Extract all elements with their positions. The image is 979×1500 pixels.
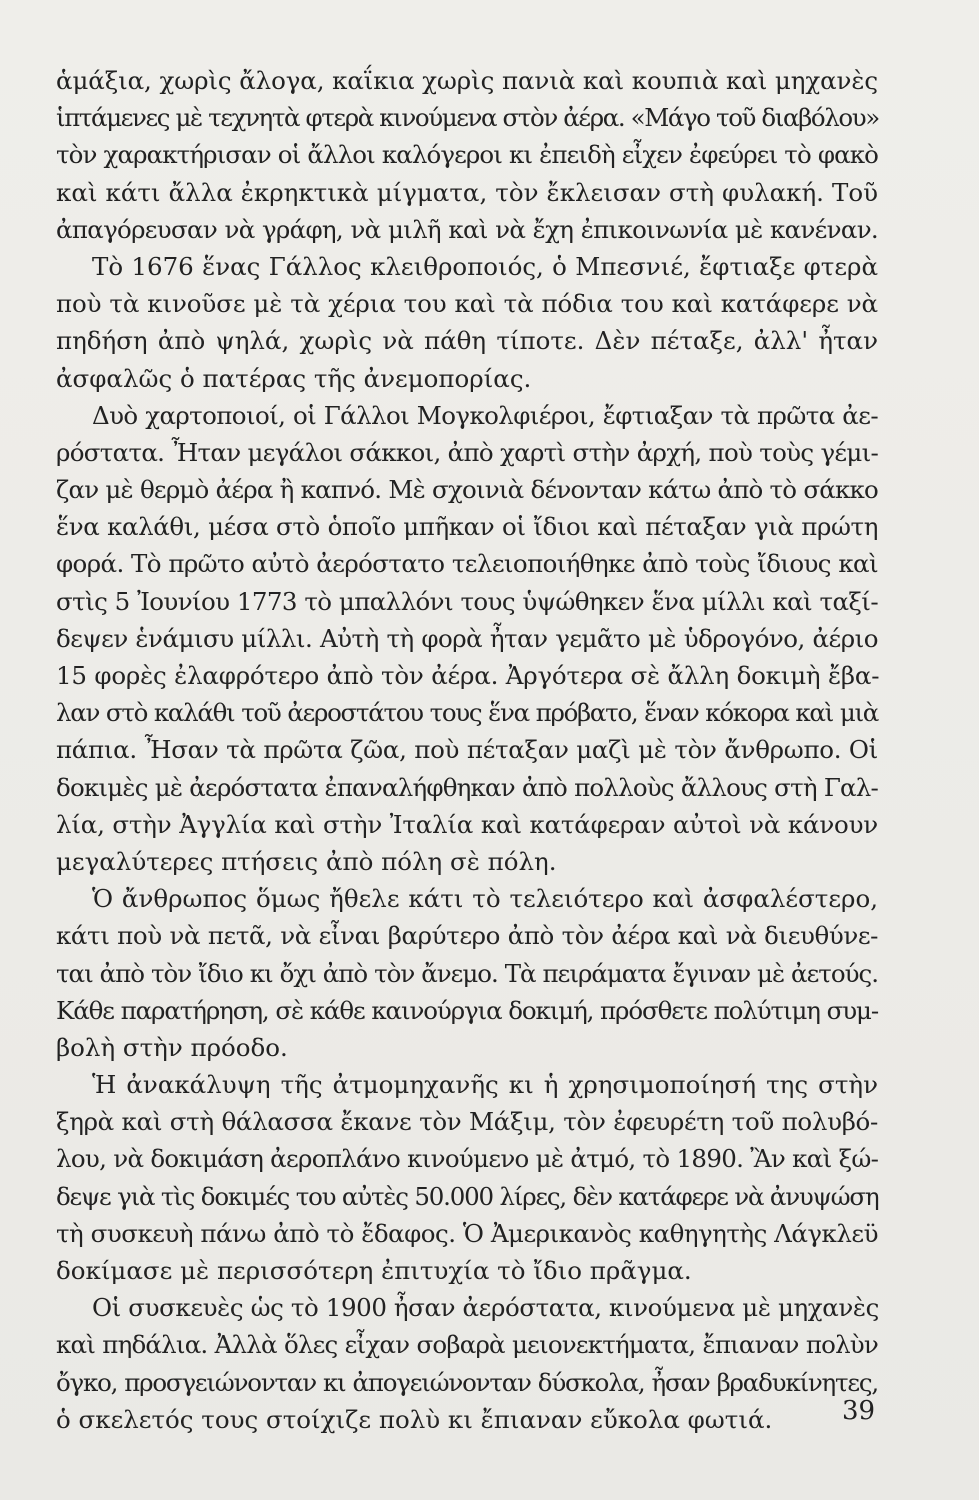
text-line: τὴ συσκευὴ πάνω ἀπὸ τὸ ἔδαφος. Ὁ Ἀμερικανὸς καθηγητὴς Λάγκλεϋ xyxy=(56,1218,878,1248)
text-line: τὸν χαρακτήρισαν οἱ ἄλλοι καλόγεροι κι ἐπειδὴ εἶχεν ἐφεύρει τὸ φακὸ xyxy=(56,140,878,170)
text-line: ὄγκο, προσγειώνονταν κι ἀπογειώνονταν δύσκολα, ἦσαν βραδυκίνητες, xyxy=(56,1367,878,1397)
text-line: δοκιμὲς μὲ ἀερόστατα ἐπαναλήφθηκαν ἀπὸ πολλοὺς ἄλλους στὴ Γαλ- xyxy=(56,772,878,802)
text-line: ρόστατα. Ἦταν μεγάλοι σάκκοι, ἀπὸ χαρτὶ στὴν ἀρχή, ποὺ τοὺς γέμι- xyxy=(56,437,879,467)
text-line: δεψε γιὰ τὶς δοκιμές του αὐτὲς 50.000 λίρες, δὲν κατάφερε νὰ ἀνυψώση xyxy=(56,1181,879,1211)
text-line: ξηρὰ καὶ στὴ θάλασσα ἔκανε τὸν Μάξιμ, τὸν ἐφευρέτη τοῦ πολυβό- xyxy=(56,1107,878,1137)
text-line: βολὴ στὴν πρόοδο. xyxy=(56,1032,288,1062)
text-line: Οἱ συσκευὲς ὡς τὸ 1900 ἦσαν ἀερόστατα, κινούμενα μὲ μηχανὲς xyxy=(92,1293,879,1323)
text-line: μεγαλύτερες πτήσεις ἀπὸ πόλη σὲ πόλη. xyxy=(56,846,557,876)
text-line: λαν στὸ καλάθι τοῦ ἀεροστάτου τους ἕνα πρόβατο, ἕναν κόκορα καὶ μιὰ xyxy=(56,698,878,728)
text-line: καὶ κάτι ἄλλα ἐκρηκτικὰ μίγματα, τὸν ἔκλεισαν στὴ φυλακή. Τοῦ xyxy=(56,177,878,207)
text-line: ἁμάξια, χωρὶς ἄλογα, καΐκια χωρὶς πανιὰ καὶ κουπιὰ καὶ μηχανὲς xyxy=(56,66,878,95)
text-line: καὶ πηδάλια. Ἀλλὰ ὅλες εἶχαν σοβαρὰ μειονεκτήματα, ἔπιαναν πολὺν xyxy=(56,1330,878,1360)
text-line: Ὁ ἄνθρωπος ὅμως ἤθελε κάτι τὸ τελειότερο καὶ ἀσφαλέστερο, xyxy=(92,884,878,914)
body-text xyxy=(56,62,878,1438)
text-line: ἀσφαλῶς ὁ πατέρας τῆς ἀνεμοπορίας. xyxy=(56,363,532,393)
text-line: πάπια. Ἦσαν τὰ πρῶτα ζῶα, ποὺ πέταξαν μαζὶ μὲ τὸν ἄνθρωπο. Οἱ xyxy=(56,735,878,765)
text-line: δοκίμασε μὲ περισσότερη ἐπιτυχία τὸ ἴδιο πρᾶγμα. xyxy=(56,1256,692,1285)
text-line: ὁ σκελετός τους στοίχιζε πολὺ κι ἔπιαναν εὔκολα φωτιά. xyxy=(56,1404,773,1434)
text-line: ται ἀπὸ τὸν ἴδιο κι ὄχι ἀπὸ τὸν ἄνεμο. Τὰ πειράματα ἔγιναν μὲ ἀετούς. xyxy=(56,958,878,988)
text-line: λία, στὴν Ἀγγλία καὶ στὴν Ἰταλία καὶ κατάφεραν αὐτοὶ νὰ κάνουν xyxy=(56,809,878,839)
text-line: Τὸ 1676 ἕνας Γάλλος κλειθροποιός, ὁ Μπεσνιέ, ἔφτιαξε φτερὰ xyxy=(92,251,878,281)
text-line: 15 φορὲς ἐλαφρότερο ἀπὸ τὸν ἀέρα. Ἀργότερα σὲ ἄλλη δοκιμὴ ἔβα- xyxy=(56,661,880,690)
text-line: Κάθε παρατήρηση, σὲ κάθε καινούργια δοκιμή, πρόσθετε πολύτιμη συμ- xyxy=(56,995,878,1025)
text-line: λου, νὰ δοκιμάση ἀεροπλάνο κινούμενο μὲ ἀτμό, τὸ 1890. Ἂν καὶ ξώ- xyxy=(56,1144,879,1174)
page-number: 39 xyxy=(842,1396,876,1426)
text-line: ποὺ τὰ κινοῦσε μὲ τὰ χέρια του καὶ τὰ πόδια του καὶ κατάφερε νὰ xyxy=(56,289,878,319)
text-line: φορά. Τὸ πρῶτο αὐτὸ ἀερόστατο τελειοποιήθηκε ἀπὸ τοὺς ἴδιους καὶ xyxy=(56,549,878,579)
text-line: ἱπτάμενες μὲ τεχνητὰ φτερὰ κινούμενα στὸν ἀέρα. «Μάγο τοῦ διαβόλου» xyxy=(56,103,879,133)
text-line: στὶς 5 Ἰουνίου 1773 τὸ μπαλλόνι τους ὑψώθηκεν ἕνα μίλλι καὶ ταξί- xyxy=(56,586,878,616)
text-line: Δυὸ χαρτοποιοί, οἱ Γάλλοι Μογκολφιέροι, ἔφτιαξαν τὰ πρῶτα ἀε- xyxy=(92,400,878,430)
text-line: κάτι ποὺ νὰ πετᾶ, νὰ εἶναι βαρύτερο ἀπὸ τὸν ἀέρα καὶ νὰ διευθύνε- xyxy=(56,921,878,951)
text-line: πηδήση ἀπὸ ψηλά, χωρὶς νὰ πάθη τίποτε. Δὲν πέταξε, ἀλλ' ἦταν xyxy=(56,326,878,356)
text-line: Ἡ ἀνακάλυψη τῆς ἀτμομηχανῆς κι ἡ χρησιμοποίησή της στὴν xyxy=(92,1070,878,1100)
text-line: ἀπαγόρευσαν νὰ γράφη, νὰ μιλῆ καὶ νὰ ἔχη ἐπικοινωνία μὲ κανέναν. xyxy=(56,214,878,244)
text-line: ζαν μὲ θερμὸ ἀέρα ἢ καπνό. Μὲ σχοινιὰ δένονταν κάτω ἀπὸ τὸ σάκκο xyxy=(56,475,878,505)
text-line: ἕνα καλάθι, μέσα στὸ ὁποῖο μπῆκαν οἱ ἴδιοι καὶ πέταξαν γιὰ πρώτη xyxy=(56,512,878,542)
text-line: δεψεν ἑνάμισυ μίλλι. Αὐτὴ τὴ φορὰ ἦταν γεμᾶτο μὲ ὑδρογόνο, ἀέριο xyxy=(56,623,878,653)
